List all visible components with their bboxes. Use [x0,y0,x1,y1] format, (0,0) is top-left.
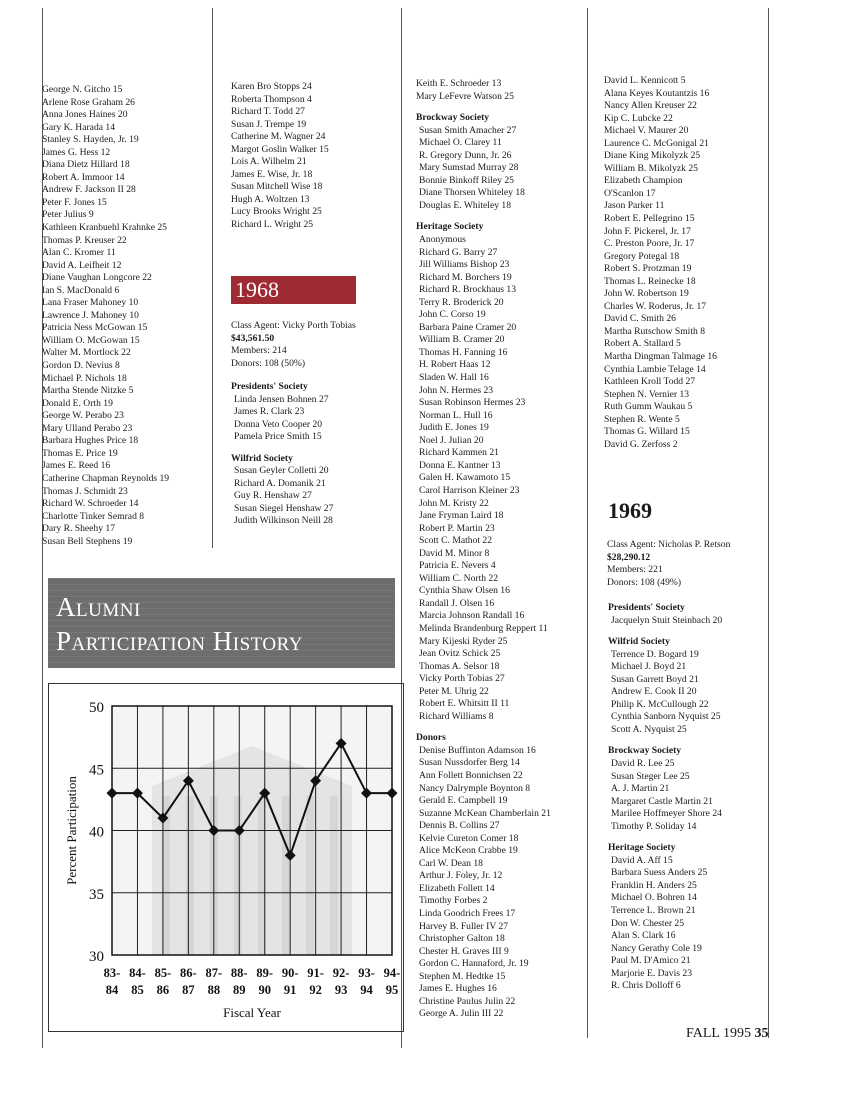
name-entry: R. Chris Dolloff 6 [611,980,681,992]
name-entry: Robert S. Protzman 19 [604,263,692,275]
name-entry: Alana Keyes Koutantzis 16 [604,87,710,99]
name-entry: Kelvie Cureton Comer 18 [419,832,519,844]
name-entry: Thomas H. Fanning 16 [419,346,508,358]
name-entry: Robert E. Whitsitt II 11 [419,698,510,710]
name-entry: James E. Wise, Jr. 18 [231,168,313,180]
name-entry: Judith E. Jones 19 [419,422,489,434]
participation-chart-frame [48,683,404,1032]
name-entry: Peter Julius 9 [42,209,94,221]
name-entry: William C. North 22 [419,572,499,584]
backdrop-column [282,796,290,955]
name-list-col2 [231,81,329,232]
class-amount-1969: $28,290.12 [607,551,651,563]
name-entry: Gordon D. Nevius 8 [42,360,120,372]
name-entry: Philip K. McCullough 22 [611,698,709,710]
x-tick-label: 90- [281,966,299,980]
name-entry: Charles W. Roderus, Jr. 17 [604,300,707,312]
name-entry: Barbara Hughes Price 18 [42,435,139,447]
backdrop-building [152,746,352,955]
name-entry: Martha Dingman Talmage 16 [604,351,717,363]
name-entry: Marcia Johnson Randall 16 [419,610,525,622]
section-title: Brockway Society [608,745,682,757]
name-entry: Martha Rutschow Smith 8 [604,325,705,337]
name-entry: David M. Minor 8 [419,547,490,559]
name-entry: Lana Fraser Mahoney 10 [42,297,139,309]
section-title: Wilfrid Society [608,636,670,648]
name-entry: Marilee Hoffmeyer Shore 24 [611,808,722,820]
name-entry: Diane Vaughan Longcore 22 [42,272,152,284]
column-rule-3 [587,8,588,1038]
x-tick-label: 86 [156,983,170,997]
backdrop-column [186,796,194,955]
name-entry: Don W. Chester 25 [611,917,685,929]
name-entry: Suzanne McKean Chamberlain 21 [419,807,551,819]
name-entry: Robert P. Martin 23 [419,522,495,534]
name-entry: Susan Nussdorfer Berg 14 [419,757,520,769]
y-tick-label: 30 [89,949,104,965]
name-entry: James G. Hess 12 [42,146,111,158]
name-entry: Paul M. D'Amico 21 [611,955,691,967]
section-title: Wilfrid Society [231,452,293,464]
name-entry: Barbara Paine Cramer 20 [419,321,517,333]
class-info-1968 [231,320,356,370]
section-title: Brockway Society [416,112,490,124]
name-entry: Andrew F. Jackson II 28 [42,184,136,196]
name-entry: Jacquelyn Stuit Steinbach 20 [611,614,723,626]
name-entry: Margot Goslin Walker 15 [231,143,329,155]
name-entry: Kathleen Kranbuehl Krahnke 25 [42,222,167,234]
name-entry: Anna Jones Haines 20 [42,109,128,121]
name-entry: Stephen N. Vernier 13 [604,388,690,400]
name-entry: Richard R. Brockhaus 13 [419,284,516,296]
name-entry: David C. Smith 26 [604,313,676,325]
name-entry: Terrence L. Brown 21 [611,905,696,917]
name-entry: Terry R. Broderick 20 [419,296,504,308]
section-title: Donors [416,732,446,744]
name-entry: Thomas E. Price 19 [42,447,118,459]
name-entry: Christopher Galton 18 [419,933,505,945]
name-entry: John F. Pickerel, Jr. 17 [604,225,691,237]
name-entry: Patricia Ness McGowan 15 [42,322,148,334]
society-list-1969 [608,602,722,993]
x-tick-label: 85 [131,983,144,997]
name-entry: Barbara Suess Anders 25 [611,867,708,879]
name-entry: Karen Bro Stopps 24 [231,81,312,92]
x-tick-label: 91 [283,983,297,997]
name-entry: William B. Cramer 20 [419,334,505,346]
y-tick-label: 35 [89,886,104,903]
name-entry: Donna Veto Cooper 20 [234,418,323,430]
name-entry: Melinda Brandenburg Reppert 11 [419,622,548,634]
name-entry: R. Gregory Dunn, Jr. 26 [419,149,512,161]
backdrop-column [234,796,242,955]
name-entry: David A. Leifheit 12 [42,259,122,271]
name-entry: Linda Jensen Bohnen 27 [234,393,329,405]
name-entry: Laurence C. McGonigal 21 [604,137,709,149]
name-entry: Gregory Potegal 18 [604,250,680,262]
name-entry: Carol Harrison Kleiner 23 [419,484,520,496]
x-tick-label: 92- [332,966,350,980]
name-entry: Keith E. Schroeder 13 [416,78,502,89]
x-tick-label: 83- [103,966,121,980]
name-entry: Noel J. Julian 20 [419,434,484,446]
name-entry: Nancy Gerathy Cole 19 [611,942,702,954]
y-tick-label: 40 [89,824,104,841]
name-entry: Cynthia Lambie Telage 14 [604,363,706,375]
name-entry: Stephen M. Hedtke 15 [419,970,506,982]
name-entry: William B. Mikolyzk 25 [604,162,698,174]
name-entry: Thomas J. Schmidt 23 [42,485,128,497]
x-tick-label: 86- [180,966,197,980]
name-entry: Randall J. Olsen 16 [419,597,495,609]
name-list-col1 [42,84,169,548]
society-list-1968 [231,381,333,528]
page-footer [686,1026,768,1042]
name-entry: Mary LeFevre Watson 25 [416,90,514,102]
name-entry: Terrence D. Bogard 19 [611,648,699,660]
name-entry: John M. Kristy 22 [419,497,489,509]
name-entry: Thomas P. Kreuser 22 [42,234,127,246]
name-entry: Timothy Forbes 2 [419,895,488,907]
name-entry: Elizabeth Champion [604,175,683,187]
name-entry: Jean Ovitz Schick 25 [419,648,501,660]
section-title: Heritage Society [608,842,676,854]
class-agent-1969: Class Agent: Nicholas P. Retson [607,539,731,550]
name-entry: John N. Hermes 23 [419,384,494,396]
participation-banner [48,578,395,668]
name-entry: Susan Robinson Hermes 23 [419,397,526,409]
name-entry: Susan Steger Lee 25 [611,770,690,782]
name-entry: Richard G. Barry 27 [419,246,498,258]
name-list-col3 [416,78,551,1021]
name-entry: Roberta Thompson 4 [231,93,312,105]
name-entry: Robert E. Pellegrino 15 [604,213,695,225]
name-entry: Alan C. Kromer 11 [42,247,116,259]
name-entry: James R. Clark 23 [234,406,305,418]
name-entry: Diane Thorsen Whiteley 18 [419,187,525,199]
name-entry: Dennis B. Collins 27 [419,820,500,832]
name-entry: Richard Williams 8 [419,710,494,722]
name-entry: Michael J. Boyd 21 [611,661,687,673]
name-entry: Donna E. Kantner 13 [419,459,501,471]
name-entry: James E. Reed 16 [42,460,111,472]
name-entry: Peter F. Jones 15 [42,196,107,208]
issue-label: FALL 1995 [686,1026,751,1041]
x-tick-label: 88- [230,966,248,980]
name-entry: Ann Follett Bonnichsen 22 [419,769,523,781]
name-entry: Arlene Rose Graham 26 [42,96,135,108]
x-tick-label: 93 [334,983,348,997]
backdrop-column [306,796,314,955]
name-entry: Richard Kammen 21 [419,447,499,459]
name-entry: Denise Buffinton Adamson 16 [419,744,536,756]
x-tick-label: 89- [256,966,274,980]
name-entry: George N. Gitcho 15 [42,84,123,95]
name-entry: Lucy Brooks Wright 25 [231,206,322,218]
class-agent-1968: Class Agent: Vicky Porth Tobias [231,320,356,331]
participation-chart [49,684,403,1031]
name-entry: Susan J. Trempe 19 [231,118,307,130]
name-entry: Sladen W. Hall 16 [419,372,489,384]
name-entry: Jill Williams Bishop 23 [419,259,510,271]
name-entry: Richard W. Schroeder 14 [42,498,139,510]
name-entry: Cynthia Shaw Olsen 16 [419,585,510,597]
name-entry: Pamela Price Smith 15 [234,431,322,443]
name-entry: James E. Hughes 16 [419,983,497,995]
y-axis-label: Percent Participation [64,776,79,885]
section-title: Heritage Society [416,221,484,233]
name-entry: David R. Lee 25 [611,758,675,770]
name-entry: Susan Garrett Boyd 21 [611,673,699,685]
name-entry: David A. Aff 15 [611,854,673,866]
name-entry: Catherine M. Wagner 24 [231,131,326,143]
name-entry: Susan Smith Amacher 27 [419,124,517,136]
name-entry: Michael O. Bohren 14 [611,892,697,904]
x-tick-label: 88 [207,983,221,997]
name-entry: Richard A. Domanik 21 [234,477,326,489]
name-entry: Marjorie E. Davis 23 [611,967,692,979]
name-entry: Susan Geyler Colletti 20 [234,465,329,477]
name-entry: George A. Julin III 22 [419,1008,504,1020]
name-entry: Scott C. Mathot 22 [419,535,493,547]
name-entry: Michael O. Clarey 11 [419,137,502,149]
name-entry: Thomas A. Selsor 18 [419,660,500,672]
name-entry: Anonymous [419,234,466,246]
name-entry: Scott A. Nyquist 25 [611,723,687,735]
name-entry: William O. McGowan 15 [42,334,140,346]
name-entry: Richard M. Borchers 19 [419,271,512,283]
name-entry: Robert A. Immoor 14 [42,171,125,183]
banner-line-1: Alumni [56,592,141,622]
name-entry: Gary K. Harada 14 [42,121,115,133]
name-entry: Susan Bell Stephens 19 [42,535,133,547]
name-entry: Robert A. Stallard 5 [604,338,681,350]
class-info-1969 [607,539,730,589]
x-tick-label: 94- [383,966,401,980]
x-tick-label: 87- [205,966,223,980]
name-entry: Margaret Castle Martin 21 [611,795,713,807]
name-entry: Gerald E. Campbell 19 [419,795,508,807]
year-heading-1969: 1969 [608,498,652,523]
name-entry: Lois A. Wilhelm 21 [231,156,307,168]
name-entry: John W. Robertson 19 [604,288,689,300]
x-tick-label: 95 [385,983,399,997]
name-entry: Carl W. Dean 18 [419,857,483,869]
banner-line-2: Participation History [56,626,303,656]
section-title: Presidents' Society [231,381,308,392]
name-entry: Charlotte Tinker Semrad 8 [42,510,145,522]
y-tick-label: 45 [89,762,104,779]
name-entry: Diana Dietz Hillard 18 [42,159,130,171]
name-entry: Michael P. Nichols 18 [42,372,127,384]
x-tick-label: 91- [307,966,324,980]
name-entry: Nancy Allen Kreuser 22 [604,100,697,112]
name-entry: Douglas E. Whiteley 18 [419,199,512,211]
x-tick-label: 84 [105,983,119,997]
class-donors-1968: Donors: 108 (50%) [231,357,306,369]
name-entry: David L. Kennicott 5 [604,75,686,86]
name-entry: Linda Goodrich Frees 17 [419,908,516,919]
x-tick-label: 87 [182,983,195,997]
name-entry: Susan Mitchell Wise 18 [231,181,323,193]
name-list-col4 [604,75,717,451]
class-members-1968: Members: 214 [231,345,287,356]
y-tick-label: 50 [89,700,104,716]
name-entry: George W. Perabo 23 [42,410,124,422]
name-entry: Mary Sumstad Murray 28 [419,162,519,174]
name-entry: Ian S. MacDonald 6 [42,284,120,296]
name-entry: Susan Siegel Henshaw 27 [234,502,334,514]
page-number: 35 [754,1026,769,1041]
name-entry: Christine Paulus Julin 22 [419,995,516,1007]
section-title: Presidents' Society [608,602,685,613]
name-entry: Gordon C. Hannaford, Jr. 19 [419,958,529,970]
name-entry: Arthur J. Foley, Jr. 12 [419,870,503,882]
name-entry: Lawrence J. Mahoney 10 [42,309,139,321]
name-entry: Timothy P. Soliday 14 [611,820,697,832]
name-entry: Peter M. Uhrig 22 [419,685,489,697]
name-entry: Vicky Porth Tobias 27 [419,673,505,685]
year-heading-1968: 1968 [231,276,356,304]
name-entry: Chester H. Graves III 9 [419,945,509,957]
x-tick-label: 85- [154,966,172,980]
x-tick-label: 84- [129,966,146,980]
name-entry: Hugh A. Woltzen 13 [231,193,310,205]
x-tick-label: 92 [309,983,322,997]
name-entry: Stanley S. Hayden, Jr. 19 [42,134,139,146]
x-tick-label: 93- [358,966,375,980]
name-entry: Donald E. Orth 19 [42,397,113,409]
name-entry: Ruth Gumm Waukau 5 [604,401,693,413]
backdrop-column [330,796,338,955]
column-rule-right [768,8,769,1038]
name-entry: Mary Ulland Perabo 23 [42,422,133,434]
name-entry: Michael V. Maurer 20 [604,125,689,137]
name-entry: Martha Stende Nitzke 5 [42,385,134,397]
name-entry: Diane King Mikolyzk 25 [604,150,701,162]
name-entry: Judith Wilkinson Neill 28 [234,515,333,527]
class-amount-1968: $43,561.50 [231,332,275,344]
name-entry: Patricia E. Nevers 4 [419,560,496,572]
class-donors-1969: Donors: 108 (49%) [607,576,682,588]
name-entry: Andrew E. Cook II 20 [611,686,697,698]
name-entry: Jane Fryman Laird 18 [419,510,504,522]
name-entry: Alan S. Clark 16 [611,930,676,942]
name-entry: Mary Kijeski Ryder 25 [419,635,508,647]
name-entry: A. J. Martin 21 [611,783,670,795]
x-tick-label: 94 [360,983,373,997]
name-entry: Thomas L. Reinecke 18 [604,275,696,287]
name-entry: David G. Zerfoss 2 [604,438,678,450]
x-tick-label: 90 [258,983,271,997]
name-entry: Richard T. Todd 27 [231,106,305,118]
x-tick-label: 89 [233,983,246,997]
name-entry: Galen H. Kawamoto 15 [419,472,511,484]
name-entry: Cynthia Sanborn Nyquist 25 [611,711,721,723]
name-entry: Dary R. Sheehy 17 [42,523,116,535]
name-entry: John C. Corso 19 [419,309,486,321]
name-entry: Stephen R. Wente 5 [604,413,680,425]
name-entry: Norman L. Hull 16 [419,409,493,421]
name-entry: Walter M. Mortlock 22 [42,347,131,359]
name-entry: Thomas G. Willard 15 [604,426,690,438]
name-entry: Catherine Chapman Reynolds 19 [42,472,170,484]
name-entry: Guy R. Henshaw 27 [234,490,312,502]
name-entry: Jason Parker 11 [604,200,665,212]
name-entry: Richard L. Wright 25 [231,219,314,231]
name-entry: Elizabeth Follett 14 [419,882,495,894]
name-entry: Bonnie Binkoff Riley 25 [419,174,514,186]
name-entry: C. Preston Poore, Jr. 17 [604,238,695,250]
name-entry: Kathleen Kroll Todd 27 [604,376,696,388]
name-entry: Harvey B. Fuller IV 27 [419,920,509,932]
name-entry: Franklin H. Anders 25 [611,879,697,891]
column-rule-1 [212,8,213,548]
name-entry: Nancy Dalrymple Boynton 8 [419,782,531,794]
class-members-1969: Members: 221 [607,564,663,575]
x-axis-label: Fiscal Year [223,1005,281,1020]
name-entry: Alice McKeon Crabbe 19 [419,845,518,857]
name-entry: H. Robert Haas 12 [419,359,491,371]
name-entry: O'Scanlon 17 [604,187,656,199]
name-entry: Kip C. Lubcke 22 [604,112,673,124]
